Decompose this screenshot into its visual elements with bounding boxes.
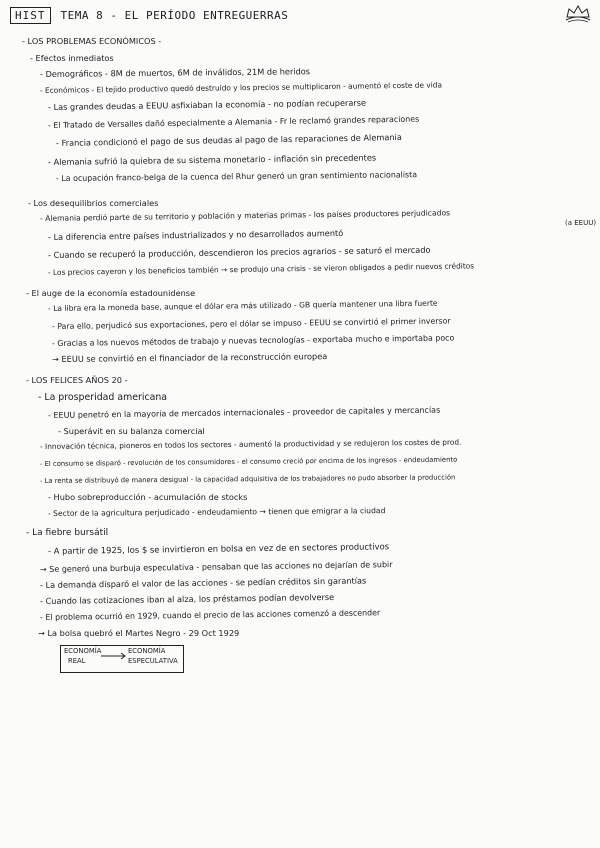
section-heading-roaring-twenties: - LOS FELICES AÑOS 20 -: [26, 375, 128, 385]
diagram-to-line2: ESPECULATIVA: [128, 657, 178, 665]
note-line: - Hubo sobreproducción - acumulación de stocks: [48, 492, 248, 502]
diagram-from-line2: REAL: [68, 657, 86, 665]
note-line: - Cuando se recuperó la producción, descendieron los precios agrarios - se saturó el mercado: [47, 244, 431, 260]
note-line: - Francia condicionó el pago de sus deudas al pago de las reparaciones de Alemania: [55, 131, 402, 148]
subheading-effects: - Efectos inmediatos: [30, 53, 114, 63]
crown-icon: [564, 2, 592, 24]
note-line: - A partir de 1925, los $ se invirtieron en bolsa en vez de en sectores productivos: [47, 541, 390, 556]
note-line: - La demanda disparó el valor de las acciones - se pedían créditos sin garantías: [39, 575, 367, 590]
subheading-us-economy: - El auge de la economía estadounidense: [26, 288, 196, 298]
margin-note: (a EEUU): [565, 219, 597, 227]
note-line: - EEUU penetró en la mayoría de mercados internacionales - proveedor de capitales y mercancías: [47, 405, 441, 420]
note-line: → EEUU se convirtió en el financiador de la reconstrucción europea: [51, 351, 328, 364]
note-line: - La diferencia entre países industrializados y no desarrollados aumentó: [47, 227, 344, 242]
note-line: - Sector de la agricultura perjudicado - endeudamiento → tienen que emigrar a la ciudad: [47, 506, 386, 518]
note-line: - Para ello, perjudicó sus exportaciones, pero el dólar se impuso - EEUU se convirtió el primer inversor: [51, 316, 451, 331]
section-heading-problems: - LOS PROBLEMAS ECONÓMICOS -: [22, 36, 162, 46]
diagram-from-line1: ECONOMÍA: [64, 647, 102, 655]
note-line: - Alemania perdió parte de su territorio y población y materias primas - los países productores perjudicados: [39, 208, 451, 223]
note-line: - Cuando las cotizaciones iban al alza, los préstamos podían devolverse: [39, 591, 335, 606]
note-line: - El consumo se disparó - revolución de los consumidores - el consumo creció por encima de los ingresos - endeudamiento: [39, 455, 458, 468]
note-line: - El problema ocurrió en 1929, cuando el precio de las acciones comenzó a descender: [39, 608, 381, 622]
note-line: - Alemania sufrió la quiebra de su sistema monetario - inflación sin precedentes: [47, 152, 377, 167]
subheading-trade-imbalances: - Los desequilibrios comerciales: [28, 198, 159, 208]
note-line: - La ocupación franco-belga de la cuenca del Rhur generó un gran sentimiento nacionalista: [55, 170, 418, 183]
note-line: - Gracias a los nuevos métodos de trabajo y nuevas tecnologías - exportaba mucho e importaba poco: [51, 333, 455, 348]
note-line: - Las grandes deudas a EEUU asfixiaban la economía - no podían recuperarse: [47, 97, 367, 112]
arrow-right-icon: [100, 651, 128, 661]
note-line: - La renta se distribuyó de manera desigual - la capacidad adquisitiva de los trabajadores no pudo absorber la producción: [39, 473, 456, 485]
subject-box: HIST: [10, 7, 51, 24]
page-title: TEMA 8 - EL PERÍODO ENTREGUERRAS: [60, 8, 289, 22]
note-line: - Innovación técnica, pioneros en todos los sectores - aumentó la productividad y se redujeron los costes de prod.: [39, 437, 462, 451]
page-header: [10, 5, 288, 25]
subheading-stock-fever: - La fiebre bursátil: [26, 528, 109, 538]
note-line: → La bolsa quebró el Martes Negro - 29 Oct 1929: [38, 628, 240, 638]
note-line: - Los precios cayeron y los beneficios también → se produjo una crisis - se vieron obligados a pedir nuevos créditos: [47, 261, 475, 277]
note-line: - Demográficos - 8M de muertos, 6M de inválidos, 21M de heridos: [39, 66, 311, 79]
note-line: - Superávit en su balanza comercial: [58, 426, 205, 436]
subheading-prosperity: - La prosperidad americana: [38, 392, 168, 403]
diagram-to-line1: ECONOMÍA: [128, 647, 166, 655]
note-line: - Económicos - El tejido productivo quedó destruido y los precios se multiplicaron - aumentó el coste de vida: [39, 80, 443, 95]
note-line: - El Tratado de Versalles dañó especialmente a Alemania - Fr le reclamó grandes reparaciones: [47, 114, 420, 130]
note-line: → Se generó una burbuja especulativa - pensaban que las acciones no dejarían de subir: [39, 560, 393, 574]
note-line: - La libra era la moneda base, aunque el dólar era más utilizado - GB quería mantener una libra fuerte: [47, 298, 438, 313]
